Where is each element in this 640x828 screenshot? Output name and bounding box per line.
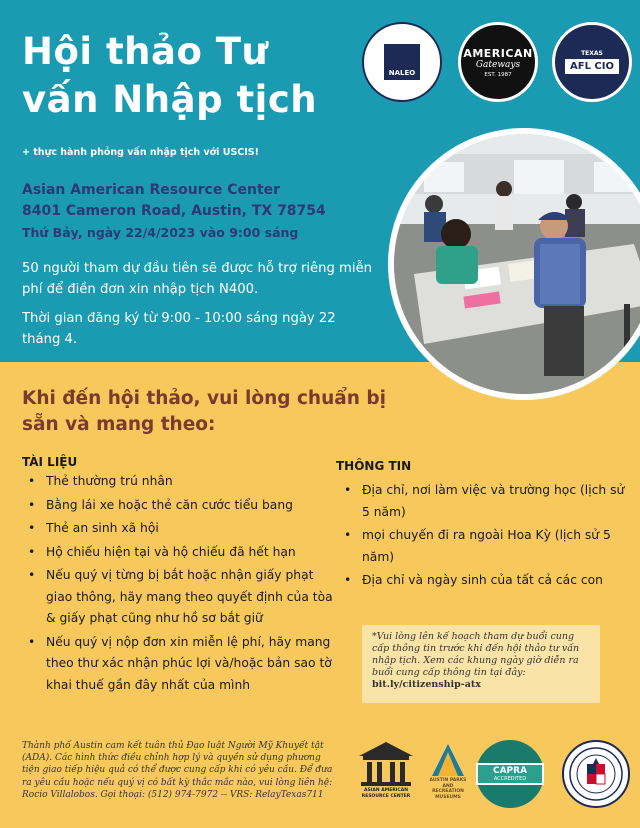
- afl-cio-text: AFL CIO: [565, 59, 619, 74]
- venue: [22, 180, 326, 222]
- workshop-photo-illustration: [394, 134, 640, 394]
- parks-label: AUSTIN PARKS AND RECREATION MUSEUMS: [429, 778, 467, 800]
- list-item-text: Thẻ thường trú nhân: [46, 474, 173, 488]
- list-item-text: Địa chỉ và ngày sinh của tất cả các con: [362, 573, 603, 587]
- bullet-icon: •: [28, 474, 36, 488]
- info-title: THÔNG TIN: [336, 459, 412, 473]
- note-text: *Vui lòng lên kế hoạch tham dự buổi cung cấp thông tin trước khi đến hội thảo tư vấn nhập tịch. Xem các khung ngày giờ diễn ra buổi cung cấp thông tin tại đây:: [372, 631, 580, 678]
- address: 8401 Cameron Road, Austin, TX 78754: [22, 203, 326, 219]
- capra-logo: [476, 740, 544, 808]
- list-item-text: Bằng lái xe hoặc thẻ căn cước tiểu bang: [46, 497, 293, 512]
- page-title: [22, 28, 362, 124]
- bullet-icon: •: [28, 634, 36, 649]
- american-gateways-line2: Gateways: [475, 59, 521, 70]
- american-gateways-logo: [458, 22, 538, 102]
- bullet-icon: •: [344, 528, 352, 542]
- austin-parks-logo: [428, 742, 468, 802]
- list-item: [340, 525, 625, 568]
- naleo-logo-text: NALEO: [384, 44, 420, 80]
- american-gateways-est: EST. 1987: [484, 71, 512, 78]
- aarc-logo: [355, 740, 417, 802]
- list-item: [24, 518, 339, 540]
- bullet-icon: •: [28, 497, 36, 512]
- assistance-paragraph: 50 người tham dự đầu tiên sẽ được hỗ trợ riêng miễn phí để điền đơn xin nhập tịch N400.: [22, 261, 373, 297]
- parks-mountain-icon: [428, 742, 468, 778]
- list-item: [24, 495, 339, 517]
- list-item-text: Nếu quý vị từng bị bắt hoặc nhận giấy phạt giao thông, hãy mang theo quyết định của tòa & giấy phạt cũng như hồ sơ bắt giữ: [46, 568, 333, 625]
- title-line-1: Hội thảo Tư: [22, 30, 269, 73]
- capra-main-text: CAPRA: [492, 765, 528, 776]
- list-item-text: mọi chuyến đi ra ngoài Hoa Kỳ (lịch sử 5 năm): [362, 528, 611, 564]
- title-line-2: vấn Nhập tịch: [22, 78, 318, 121]
- bullet-icon: •: [28, 521, 36, 535]
- bullet-icon: •: [28, 568, 36, 582]
- info-session-note: [362, 625, 600, 703]
- list-item-text: Thẻ an sinh xã hội: [46, 521, 159, 535]
- list-item-text: Địa chỉ, nơi làm việc và trường học (lịch sử 5 năm): [362, 483, 625, 519]
- american-gateways-line1: AMERICAN: [463, 46, 533, 60]
- event-date: Thứ Bảy, ngày 22/4/2023 vào 9:00 sáng: [22, 225, 299, 240]
- bullet-icon: •: [344, 573, 352, 587]
- list-item: [24, 565, 339, 630]
- subtitle: + thực hành phỏng vấn nhập tịch với USCIS!: [22, 147, 259, 158]
- ada-footer: Thành phố Austin cam kết tuân thủ Đạo luật Người Mỹ Khuyết tật (ADA). Các hình thức điều chỉnh hợp lý và quyền sử dụng phương tiện giao tiếp hiệu quả có thể được cung cấp khi có yêu cầu. Để đưa ra yêu cầu hoặc nếu quý vị có bất kỳ thắc mắc nào, vui lòng liên hệ: Rocio Villalobos. Gọi thoại: (512) 974-7972 -- VRS: RelayTexas711: [22, 741, 333, 800]
- city-of-austin-seal: [562, 740, 630, 808]
- bring-heading: Khi đến hội thảo, vui lòng chuẩn bị sẵn và mang theo:: [22, 388, 386, 435]
- list-item: [340, 570, 625, 592]
- documents-title: TÀI LIỆU: [22, 455, 78, 469]
- info-session-link[interactable]: bit.ly/citizenship-atx: [372, 679, 481, 690]
- org-name: Asian American Resource Center: [22, 182, 281, 198]
- list-item: [24, 471, 339, 493]
- city-seal-icon: [568, 746, 624, 802]
- afl-texas-text: TEXAS: [581, 50, 603, 57]
- list-item-text: Nếu quý vị nộp đơn xin miễn lệ phí, hãy mang theo thư xác nhận phúc lợi và/hoặc bản sao tờ khai thuế gần đây nhất của mình: [46, 634, 332, 692]
- bullet-icon: •: [344, 483, 352, 497]
- list-item: [24, 542, 339, 564]
- list-item: [24, 632, 339, 697]
- bullet-icon: •: [28, 544, 36, 559]
- registration-paragraph: Thời gian đăng ký từ 9:00 - 10:00 sáng ngày 22 tháng 4.: [22, 311, 336, 347]
- list-item-text: Hộ chiếu hiện tại và hộ chiếu đã hết hạn: [46, 544, 296, 559]
- texas-afl-cio-logo: [552, 22, 632, 102]
- aarc-label: ASIAN AMERICAN RESOURCE CENTER: [361, 788, 411, 799]
- documents-list: [24, 471, 339, 698]
- info-list: [340, 480, 625, 594]
- naleo-logo: [362, 22, 442, 102]
- aarc-building-icon: [355, 740, 417, 786]
- capra-band: [476, 763, 544, 785]
- list-item: [340, 480, 625, 523]
- capra-sub-text: ACCREDITED: [493, 775, 527, 782]
